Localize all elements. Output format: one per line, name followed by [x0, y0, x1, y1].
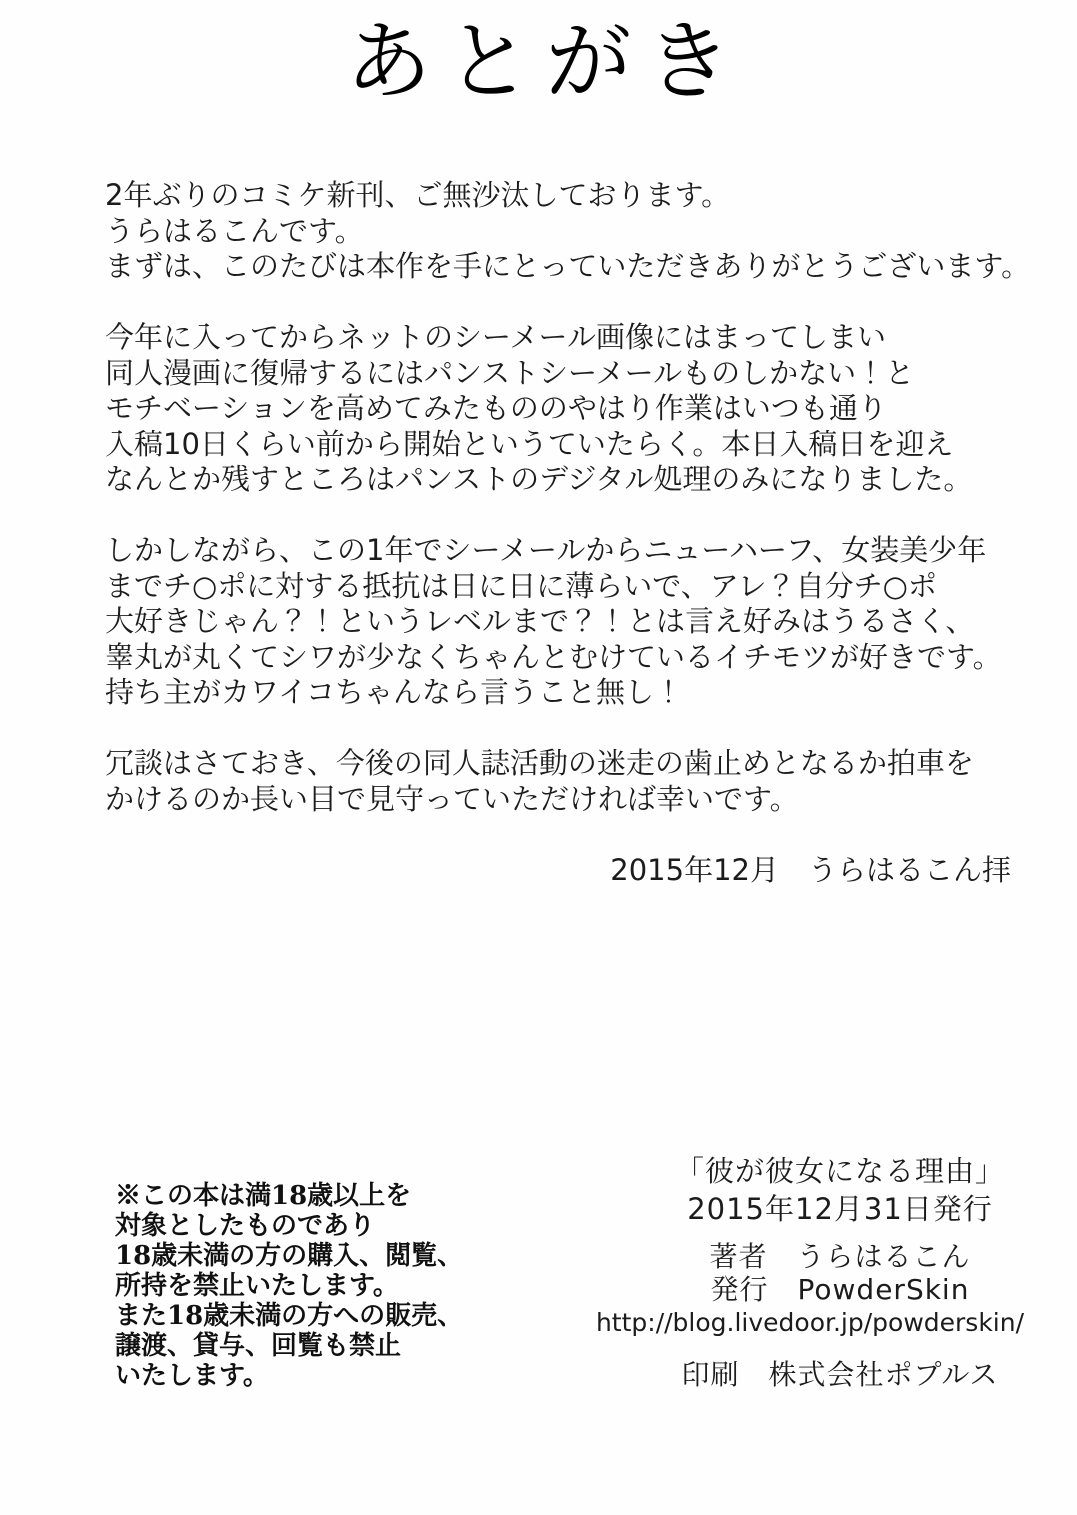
disclaimer-line: いたします。: [115, 1361, 269, 1391]
signature-line: 2015年12月 うらはるこん拝: [610, 852, 1011, 887]
body-line: まずは、このたびは本作を手にとっていただきありがとうございます。: [105, 249, 1031, 283]
page-title: あとがき: [345, 12, 746, 112]
body-paragraph-closing: [105, 746, 1017, 817]
disclaimer-line: 譲渡、貸与、回覧も禁止: [115, 1331, 402, 1361]
printer-line: 印刷 株式会社ポプルス: [681, 1358, 999, 1391]
disclaimer-line: また18歳未満の方への販売、: [115, 1301, 464, 1331]
disclaimer-line: 対象としたものであり: [115, 1211, 376, 1241]
body-line: しかしながら、この1年でシーメールからニューハーフ、女装美少年: [105, 533, 987, 567]
body-paragraph-greeting: [105, 178, 1031, 285]
age-disclaimer: [115, 1181, 475, 1391]
publish-date: 2015年12月31日発行: [687, 1192, 993, 1226]
publisher-line: 発行 PowderSkin: [710, 1273, 970, 1306]
body-line: 同人漫画に復帰するにはパンストシーメールものしかない！と: [105, 355, 915, 390]
disclaimer-line: ※この本は満18歳以上を: [115, 1181, 412, 1211]
disclaimer-line: 18歳未満の方の購入、閲覧、: [115, 1241, 464, 1271]
body-line: かけるのか長い目で見守っていただければ幸いです。: [105, 781, 799, 816]
body-line: 今年に入ってからネットのシーメール画像にはまってしまい: [105, 320, 886, 354]
body-line: までチ○ポに対する抵抗は日に日に薄らいで、アレ？自分チ○ポ: [105, 568, 937, 603]
website-url: http://blog.livedoor.jp/powderskin/: [595, 1308, 1025, 1337]
colophon: [595, 1152, 1062, 1391]
body-line: 睾丸が丸くてシワが少なくちゃんとむけているイチモツが好きです。: [105, 639, 1002, 674]
book-title: 「彼が彼女になる理由」: [674, 1154, 1005, 1188]
body-line: 大好きじゃん？！というレベルまで？！とは言え好みはうるさく、: [105, 604, 975, 638]
body-paragraph-tastes: [105, 533, 1017, 711]
body-line: なんとか残すところはパンストのデジタル処理のみになりました。: [105, 462, 973, 496]
body-line: 持ち主がカワイコちゃんなら言うこと無し！: [105, 675, 683, 709]
body-line: うらはるこんです。: [105, 213, 364, 248]
afterword-body: [105, 178, 1031, 888]
body-paragraph-production: [105, 320, 1017, 498]
body-line: 入稿10日くらい前から開始というていたらく。本日入稿日を迎え: [105, 426, 954, 461]
body-line: 冗談はさておき、今後の同人誌活動の迷走の歯止めとなるか拍車を: [105, 746, 974, 780]
body-line: 2年ぶりのコミケ新刊、ご無沙汰しております。: [105, 178, 731, 212]
body-line: モチベーションを高めてみたもののやはり作業はいつも通り: [105, 391, 887, 425]
author-line: 著者 うらはるこん: [709, 1240, 971, 1273]
disclaimer-line: 所持を禁止いたします。: [115, 1271, 399, 1301]
